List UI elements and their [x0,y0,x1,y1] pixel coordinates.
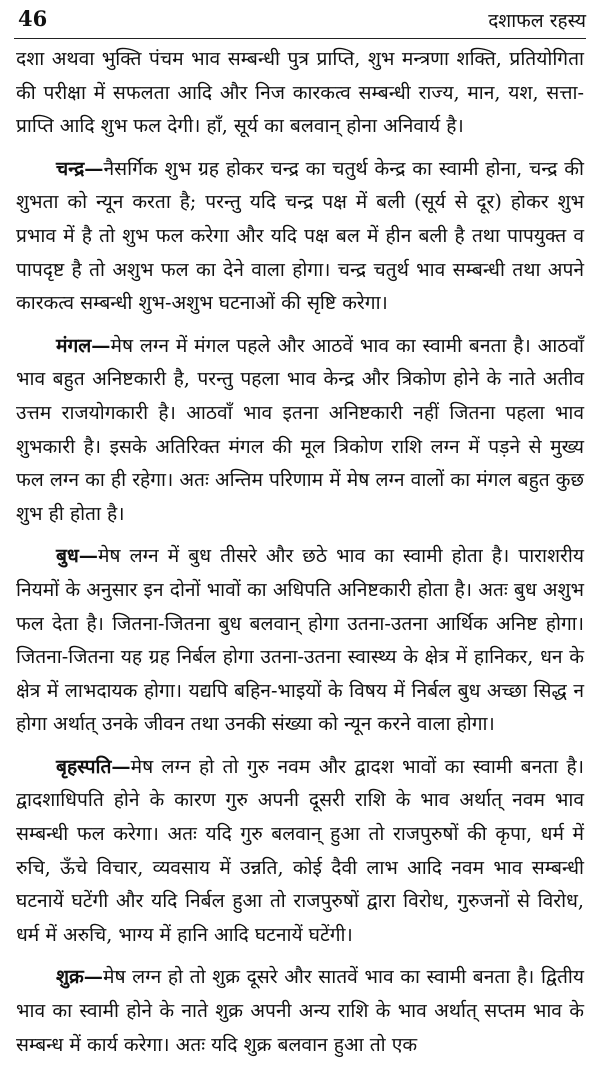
paragraph-text: मेष लग्न में मंगल पहले और आठवें भाव का स्वामी बनता है। आठवाँ भाव बहुत अनिष्टकारी है, परन्तु पहला भाव केन्द्र और त्रिकोण होने के नाते अतीव उत्तम राजयोगकारी है। आठवाँ भाव इतना अनिष्टकारी नहीं जितना पहला भाव शुभकारी है। इसके अतिरिक्त मंगल की मूल त्रिकोण राशि लग्न में पड़ने से मुख्य फल लग्न का ही रहेगा। अतः अन्तिम परिणाम में मेष लग्न वालों का मंगल बहुत कुछ शुभ ही होता है। [16,333,584,525]
paragraph-sun-continuation [16,42,584,143]
paragraph-mercury [16,539,584,741]
paragraph-moon [16,152,584,320]
paragraph-heading: बृहस्पति— [56,754,131,778]
paragraph-venus [16,960,584,1061]
paragraph-jupiter [16,750,584,952]
paragraph-text: दशा अथवा भुक्ति पंचम भाव सम्बन्धी पुत्र प्राप्ति, शुभ मन्त्रणा शक्ति, प्रतियोगिता की परीक्षा में सफलता आदि और निज कारकत्व सम्बन्धी राज्य, मान, यश, सत्ता-प्राप्ति आदि शुभ फल देगी। हाँ, सूर्य का बलवान् होना अनिवार्य है। [16,47,584,138]
paragraph-text: मेष लग्न हो तो गुरु नवम और द्वादश भावों का स्वामी बनता है। द्वादशाधिपति होने के कारण गुरु अपनी दूसरी राशि के भाव अर्थात् नवम भाव सम्बन्धी फल करेगा। अतः यदि गुरु बलवान् हुआ तो राजपुरुषों की कृपा, धर्म में रुचि, ऊँचे विचार, व्यवसाय में उन्नति, कोई दैवी लाभ आदि नवम भाव सम्बन्धी घटनायें घटेंगी और यदि निर्बल हुआ तो राजपुरुषों द्वारा विरोध, गुरुजनों से विरोध, धर्म में अरुचि, भाग्य में हानि आदि घटनायें घटेंगी। [16,754,584,946]
paragraph-heading: बुध— [56,544,98,568]
paragraph-heading: शुक्र— [56,965,103,989]
paragraph-heading: मंगल— [56,333,111,357]
paragraph-text: नैसर्गिक शुभ ग्रह होकर चन्द्र का चतुर्थ केन्द्र का स्वामी होना, चन्द्र की शुभता को न्यून करता है; परन्तु यदि चन्द्र पक्ष में बली (सूर्य से दूर) होकर शुभ प्रभाव में है तो शुभ फल करेगा और यदि पक्ष बल में हीन बली है तथा पापयुक्त व पापदृष्ट है तो अशुभ फल का देने वाला होगा। चन्द्र चतुर्थ भाव सम्बन्धी तथा अपने कारकत्व सम्बन्धी शुभ-अशुभ घटनाओं की सृष्टि करेगा। [16,156,584,315]
body-text [16,42,584,1070]
paragraph-heading: चन्द्र— [56,156,104,180]
paragraph-text: मेष लग्न हो तो शुक्र दूसरे और सातवें भाव का स्वामी बनता है। द्वितीय भाव का स्वामी होने के नाते शुक्र अपनी अन्य राशि के भाव अर्थात् सप्तम भाव के सम्बन्ध में कार्य करेगा। अतः यदि शुक्र बलवान हुआ तो एक [16,965,584,1056]
running-title: दशाफल रहस्य [488,10,586,32]
paragraph-text: मेष लग्न में बुध तीसरे और छठे भाव का स्वामी होता है। पाराशरीय नियमों के अनुसार इन दोनों भावों का अधिपति अनिष्टकारी होता है। अतः बुध अशुभ फल देता है। जितना-जितना बुध बलवान् होगा उतना-उतना आर्थिक अनिष्ट होगा। जितना-जितना यह ग्रह निर्बल होगा उतना-उतना स्वास्थ्य के क्षेत्र में हानिकर, धन के क्षेत्र में लाभदायक होगा। यद्यपि बहिन-भाइयों के विषय में निर्बल बुध अच्छा सिद्ध न होगा अर्थात् उनके जीवन तथा उनकी संख्या को न्यून करने वाला होगा। [16,544,584,736]
page-number: 46 [18,6,48,31]
paragraph-mars [16,329,584,531]
page-header [14,2,586,39]
